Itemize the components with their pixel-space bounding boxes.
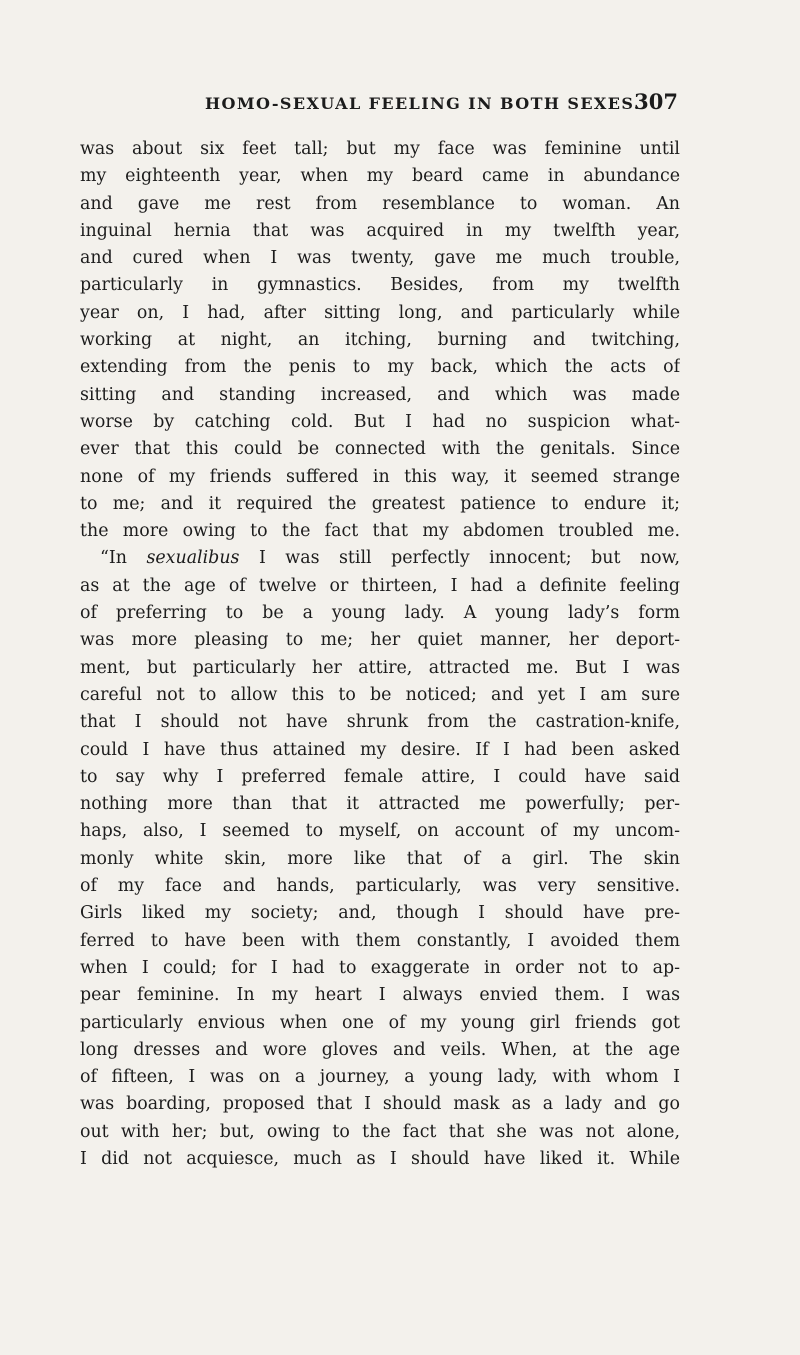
text-line: was about six feet tall; but my face was feminine until xyxy=(80,139,680,159)
text-line: extending from the penis to my back, which the acts of xyxy=(80,357,680,378)
text-line: year on, I had, after sitting long, and particularly while xyxy=(80,302,680,323)
text-line: none of my friends suffered in this way, it seemed strange xyxy=(80,466,680,487)
text-line: and gave me rest from resemblance to woman. An xyxy=(80,193,680,214)
running-head xyxy=(0,90,800,118)
page-number: 307 xyxy=(634,89,678,114)
text-line: worse by catching cold. But I had no suspicion what- xyxy=(80,411,680,432)
italic-term: sexualibus xyxy=(146,548,240,569)
text-line: and cured when I was twenty, gave me much trouble, xyxy=(80,248,680,269)
text-line: ever that this could be connected with the genitals. Since xyxy=(80,439,680,460)
text-line: working at night, an itching, burning and twitching, xyxy=(80,330,680,351)
text-line: sitting and standing increased, and which was made xyxy=(80,384,680,405)
text-line: was more pleasing to me; her quiet manner, her deport- xyxy=(80,630,680,651)
text-line: Girls liked my society; and, though I should have pre- xyxy=(80,903,680,924)
text-line: could I have thus attained my desire. If I had been asked xyxy=(80,739,680,760)
text-line: haps, also, I seemed to myself, on account of my uncom- xyxy=(80,821,680,842)
text-line: ment, but particularly her attire, attracted me. But I was xyxy=(80,657,680,678)
text-line: particularly in gymnastics. Besides, from my twelfth xyxy=(80,275,680,296)
text-line: inguinal hernia that was acquired in my twelfth year, xyxy=(80,220,680,241)
text-line: monly white skin, more like that of a girl. The skin xyxy=(80,848,680,869)
text-line: of my face and hands, particularly, was very sensitive. xyxy=(80,876,680,897)
text-line: of fifteen, I was on a journey, a young lady, with whom I xyxy=(80,1067,680,1088)
text-line: ferred to have been with them constantly, I avoided them xyxy=(80,930,680,951)
text-line: to say why I preferred female attire, I could have said xyxy=(80,766,680,787)
text-line: out with her; but, owing to the fact that she was not alone, xyxy=(80,1121,680,1142)
text-line-italic-start: “In sexualibus I was still perfectly innocent; but now, xyxy=(100,548,680,569)
body-text xyxy=(80,136,680,1173)
text-line: I did not acquiesce, much as I should have liked it. While xyxy=(80,1148,680,1169)
text-line: pear feminine. In my heart I always envied them. I was xyxy=(80,985,680,1006)
text-line: to me; and it required the greatest patience to endure it; xyxy=(80,493,680,514)
text-line: my eighteenth year, when my beard came in abundance xyxy=(80,166,680,187)
text-line: careful not to allow this to be noticed; and yet I am sure xyxy=(80,684,680,705)
text-line: long dresses and wore gloves and veils. When, at the age xyxy=(80,1039,680,1060)
text-line: particularly envious when one of my young girl friends got xyxy=(80,1012,680,1033)
text-line: when I could; for I had to exaggerate in order not to ap- xyxy=(80,957,680,978)
text-line: the more owing to the fact that my abdomen troubled me. xyxy=(80,521,680,542)
text-line: was boarding, proposed that I should mask as a lady and go xyxy=(80,1094,680,1115)
running-title: HOMO-SEXUAL FEELING IN BOTH SEXES. xyxy=(205,94,641,113)
text-line: of preferring to be a young lady. A young lady’s form xyxy=(80,603,680,624)
text-line: as at the age of twelve or thirteen, I had a definite feeling xyxy=(80,575,680,596)
text-line: that I should not have shrunk from the castration-knife, xyxy=(80,712,680,733)
text-line: nothing more than that it attracted me powerfully; per- xyxy=(80,794,680,815)
